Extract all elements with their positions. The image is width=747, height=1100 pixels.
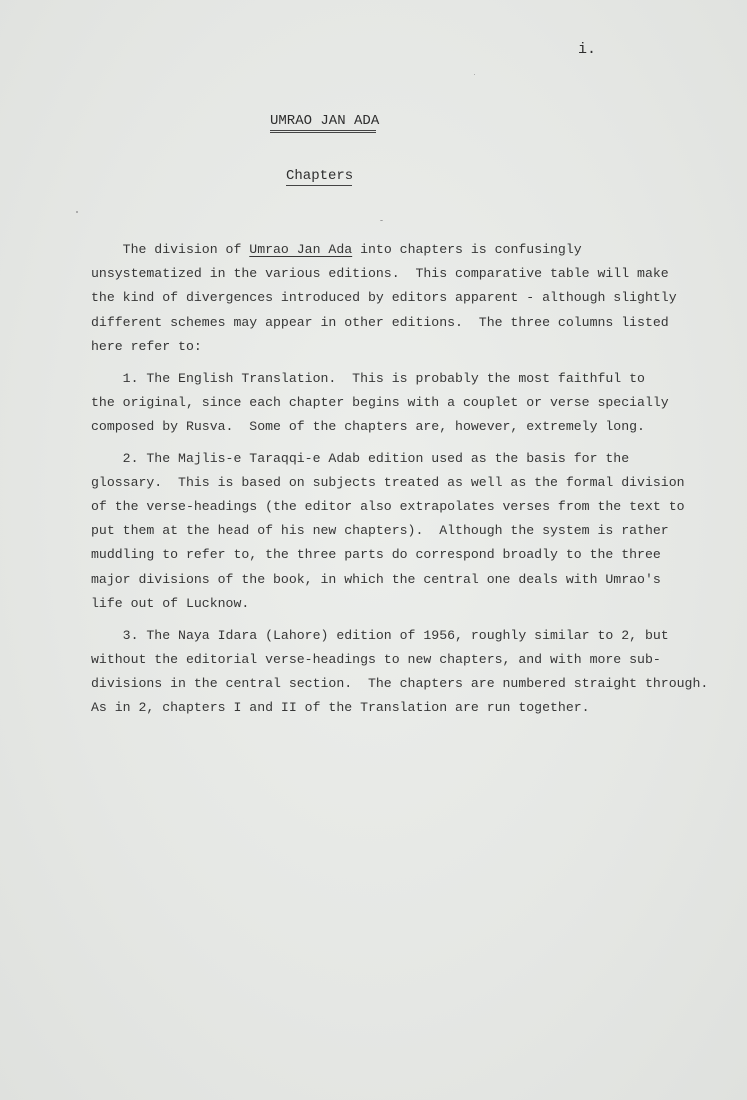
- section-heading-underline: [286, 185, 352, 186]
- body-text: [91, 238, 709, 720]
- paper-speck: [380, 220, 383, 221]
- list-item-1: 1. The English Translation. This is probably the most faithful to the original, since each chapter begins with a couplet or verse specially composed by Rusva. Some of the chapters are, however, extremely long.: [91, 370, 669, 434]
- paper-speck: [76, 211, 78, 213]
- intro-line: different schemes may appear in other editions. The three columns listed: [91, 314, 669, 330]
- page-number: i.: [578, 41, 597, 58]
- intro-line-1: The division of Umrao Jan Ada into chapters is confusingly: [122, 242, 582, 257]
- paper-speck: [474, 74, 475, 75]
- list-item-2: 2. The Majlis-e Taraqqi-e Adab edition used as the basis for the glossary. This is based on subjects treated as well as the formal division of the verse-headings (the editor also extrapolates verses from the text to put them at the head of his new chapters). Although the system is rather muddling to refer to, the three parts do correspond broadly to the three major divisions of the book, in which the central one deals with Umrao's life out of Lucknow.: [91, 450, 685, 611]
- intro-line: unsystematized in the various editions. This comparative table will make: [91, 266, 669, 282]
- intro-line: the kind of divergences introduced by editors apparent - although slightly: [91, 290, 677, 306]
- list-item-3: 3. The Naya Idara (Lahore) edition of 1956, roughly similar to 2, but without the editorial verse-headings to new chapters, and with more sub- divisions in the central section. The chapters are numbered straight through. As in 2, chapters I and II of the Translation are run together.: [91, 627, 709, 716]
- page-title: UMRAO JAN ADA: [270, 113, 380, 129]
- section-heading: Chapters: [286, 168, 354, 184]
- intro-line: here refer to:: [91, 338, 202, 354]
- intro-paragraph: [91, 238, 703, 359]
- book-title-reference: Umrao Jan Ada: [249, 242, 353, 257]
- title-double-underline: [270, 130, 376, 133]
